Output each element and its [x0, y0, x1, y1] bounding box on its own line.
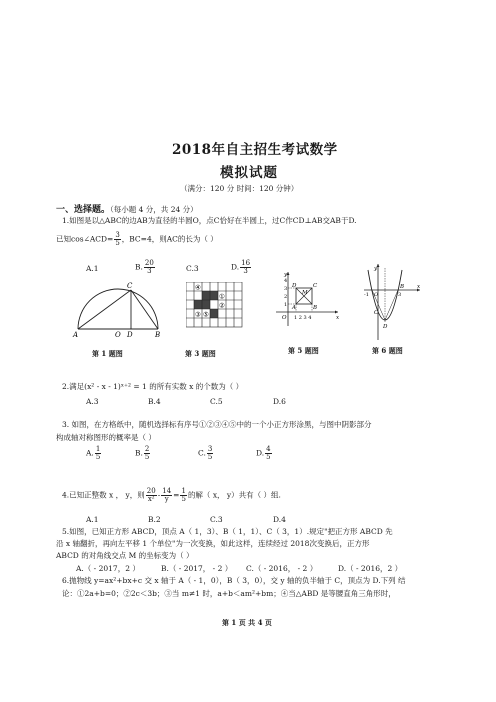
q5-option-d: D.（ - 2016，2 ） — [338, 564, 403, 573]
shaded-cell — [194, 300, 202, 309]
svg-text:B: B — [400, 284, 405, 290]
section-note: （每小题 4 分，共 24 分） — [110, 205, 198, 214]
q1-option-a: A.1 — [86, 264, 99, 273]
svg-text:D: D — [383, 324, 388, 330]
x-ticks: 1 2 3 4 — [294, 315, 312, 321]
q1-text-a: 已知cos∠ACD= — [56, 234, 114, 244]
cell-label-3: ③ — [195, 310, 201, 319]
q1-option-b: B. $\frac{20}{3}$ — [135, 259, 154, 275]
figure-3 — [186, 282, 244, 328]
svg-text:-1: -1 — [364, 292, 369, 298]
exam-subtitle: 模拟试题 — [220, 165, 278, 181]
q1-line2 — [56, 232, 218, 247]
svg-text:3: 3 — [398, 292, 402, 298]
q3-line1: 3. 如图，在方格纸中，随机选择标有序号①②③④⑤中的一个小正方形涂黑，与图中阴影部分 — [62, 420, 372, 429]
svg-text:C: C — [374, 310, 379, 316]
q1-fraction: $\frac{3}{5}$ — [115, 231, 120, 247]
q2-option-c: C.5 — [210, 397, 223, 406]
q3-option-d: D. $\frac{4}{5}$ — [256, 445, 271, 461]
svg-text:y: y — [374, 266, 378, 272]
q2-option-a: A.3 — [86, 397, 99, 406]
shaded-cell — [210, 309, 218, 318]
q1-line1: 1.如图是以△ABC的边AB为直径的半圆O，点C恰好在半圆上，过C作CD⊥AB交AB于D. — [62, 216, 357, 225]
caption-fig5: 第 5 题图 — [288, 346, 319, 355]
q5-line1: 5.如图，已知正方形 ABCD，顶点 A（ 1，3）、B（ 1，1）、C（ 3，1）.规定"把正方形 ABCD 先 — [62, 527, 393, 536]
label-b: B — [313, 305, 318, 311]
q1-option-d: D. $\frac{16}{3}$ — [231, 259, 251, 275]
q6-line2: 论：①2a+b=0；②2c＜3b；③当 m≠1 时，a+b＜am²+bm；④当△ABD 是等腰直角三角形时， — [62, 589, 396, 598]
label-c: C — [313, 283, 318, 289]
svg-text:3: 3 — [284, 286, 288, 292]
svg-text:1: 1 — [284, 302, 288, 308]
semicircle-arc — [78, 289, 158, 329]
shaded-cell — [202, 300, 210, 309]
label-b: B — [155, 331, 161, 338]
section-heading — [56, 197, 198, 216]
label-a: A — [73, 331, 79, 338]
page-footer: 第 1 页 共 4 页 — [222, 618, 272, 627]
cell-label-5: ⑤ — [203, 310, 209, 319]
q3-option-a: A. $\frac{1}{5}$ — [86, 445, 101, 461]
q2-option-d: D.6 — [273, 397, 286, 406]
label-o: O — [282, 315, 287, 321]
q2-text: 2.满足(x² - x - 1)ˣ⁺² = 1 的所有实数 x 的个数为（ ） — [62, 382, 244, 391]
q5-line2: 沿 x 轴翻折，再向左平移 1 个单位"为一次变换，如此这样，连续经过 2018次变换后，正方形 — [56, 539, 370, 548]
caption-fig6: 第 6 题图 — [372, 346, 403, 355]
label-a: A — [292, 305, 296, 311]
q3-option-b: B. $\frac{2}{5}$ — [135, 445, 150, 461]
q3-option-c: C. $\frac{3}{5}$ — [198, 445, 213, 461]
label-m: M — [302, 290, 308, 296]
shaded-cell — [210, 291, 218, 300]
svg-text:4: 4 — [284, 278, 288, 284]
chord-ac — [78, 290, 131, 329]
label-d: D — [127, 331, 133, 338]
q5-option-c: C.（ - 2016， - 2 ） — [246, 564, 318, 573]
q1-option-c: C.3 — [186, 264, 199, 273]
cell-label-1: ① — [219, 292, 225, 301]
q2-option-b: B.4 — [148, 397, 161, 406]
exam-info: （满分：120 分 时间：120 分钟） — [180, 184, 299, 193]
exam-title: 2018年自主招生考试数学 — [172, 142, 338, 158]
q6-line1: 6.抛物线 y=ax²+bx+c 交 x 轴于 A（ - 1，0），B（ 3，0），交 y 轴的负半轴于 C，顶点为 D.下列 结 — [62, 576, 406, 585]
cell-label-4: ④ — [195, 283, 201, 292]
label-c: C — [127, 282, 133, 290]
q4-option-b: B.2 — [148, 515, 161, 524]
cell-label-2: ② — [219, 301, 225, 310]
label-d: D — [292, 283, 297, 289]
q1-text-b: ，BC=4，则AC的长为（ ） — [121, 234, 218, 244]
figure-1 — [72, 280, 162, 338]
svg-text:x: x — [417, 284, 421, 290]
axis-x-label: x — [336, 315, 340, 321]
q3-line2: 构成轴对称图形的概率是（ ） — [56, 433, 156, 442]
q4-option-a: A.1 — [86, 515, 99, 524]
shaded-cell — [202, 291, 210, 300]
section-title: 一、选择题。 — [56, 205, 111, 215]
chord-bc — [131, 290, 158, 329]
q4-option-c: C.3 — [210, 515, 223, 524]
caption-fig3: 第 3 题图 — [185, 349, 216, 358]
svg-text:O: O — [374, 292, 379, 298]
q4-text: 4.已知正整数 x ， y，则 $\frac{20}{\text{x²}}$ - $\frac{14}{y}$ = $\frac{1}{5}$ 的解（ x， y）共有（ ）组. — [62, 487, 281, 503]
q5-option-b: B.（ - 2017， - 2 ） — [161, 564, 233, 573]
q5-option-a: A.（ - 2017，2 ） — [76, 564, 140, 573]
label-o: O — [115, 331, 121, 338]
caption-fig1: 第 1 题图 — [92, 349, 123, 358]
svg-text:2: 2 — [284, 294, 288, 300]
figure-6 — [362, 262, 422, 342]
figure-5 — [262, 270, 342, 330]
q4-option-d: D.4 — [273, 515, 286, 524]
axis-y-label: y — [284, 272, 288, 278]
q5-line3: ABCD 的对角线交点 M 的坐标变为（ ） — [56, 551, 194, 560]
